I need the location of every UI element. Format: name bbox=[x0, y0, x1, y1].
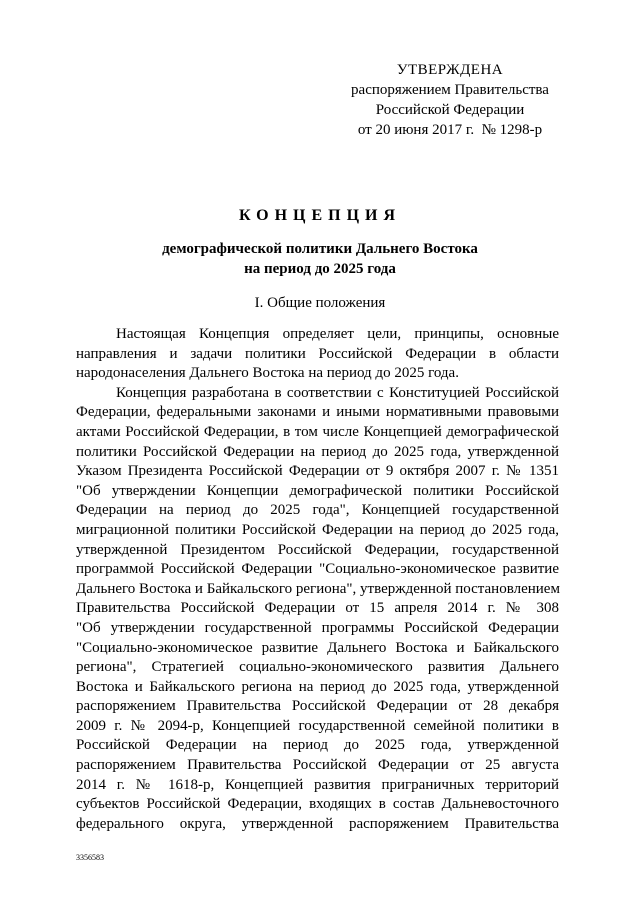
title-subtitle-line: демографической политики Дальнего Востока bbox=[162, 241, 478, 257]
text-line: распоряжением Правительства Российской Федерации от 25 августа bbox=[76, 757, 559, 774]
text-line: Правительства Российской Федерации от 15 апреля 2014 г. № 308 bbox=[76, 600, 559, 617]
text-line: "Об утверждении Концепции демографической политики Российской bbox=[76, 482, 559, 499]
title-main: КОНЦЕПЦИЯ bbox=[238, 207, 402, 224]
text-line: распоряжением Правительства Российской Федерации от 28 декабря bbox=[76, 698, 559, 715]
section-heading: I. Общие положения bbox=[254, 295, 386, 311]
approval-line: Российской Федерации bbox=[375, 102, 525, 118]
approval-stamp bbox=[300, 60, 600, 140]
document-title bbox=[60, 206, 580, 279]
text-line: Востока и Байкальского региона на период до 2025 года, утвержденной bbox=[76, 678, 559, 695]
text-line: Российской Федерации на период до 2025 года, утвержденной bbox=[76, 737, 559, 754]
text-line: Концепция разработана в соответствии с Конституцией Российской bbox=[116, 384, 559, 401]
document-code: 3356583 bbox=[76, 853, 104, 862]
paragraph bbox=[76, 384, 559, 835]
text-line: 2014 г. № 1618-р, Концепцией развития приграничных территорий bbox=[76, 776, 559, 793]
text-line: политики Российской Федерации на период до 2025 года, утвержденной bbox=[76, 443, 559, 460]
text-line: федерального округа, утвержденной распоряжением Правительства bbox=[76, 815, 559, 832]
paragraph bbox=[76, 325, 559, 384]
text-line: Федерации, федеральными законами и иными нормативными правовыми bbox=[76, 404, 559, 421]
text-line: направления и задачи политики Российской Федерации в области bbox=[76, 345, 559, 362]
text-line: субъектов Российской Федерации, входящих в состав Дальневосточного bbox=[76, 796, 559, 813]
text-line: утвержденной Президентом Российской Федерации, государственной bbox=[76, 541, 559, 558]
text-line: программой Российской Федерации "Социально-экономическое развитие bbox=[76, 561, 559, 578]
text-line: региона", Стратегией социально-экономического развития Дальнего bbox=[76, 659, 559, 676]
approval-line: УТВЕРЖДЕНА bbox=[396, 62, 504, 78]
text-line: "Социально-экономическое развитие Дальнего Востока и Байкальского bbox=[76, 639, 559, 656]
text-line: миграционной политики Российской Федерации на период до 2025 года, bbox=[76, 521, 559, 538]
text-line: Указом Президента Российской Федерации от 9 октября 2007 г. № 1351 bbox=[76, 463, 559, 480]
approval-line: распоряжением Правительства bbox=[351, 82, 549, 98]
approval-line: от 20 июня 2017 г. № 1298-р bbox=[357, 122, 543, 138]
text-line: Федерации на период до 2025 года", Концепцией государственной bbox=[76, 502, 559, 519]
text-line: народонаселения Дальнего Востока на период до 2025 года. bbox=[76, 365, 459, 382]
text-line: Настоящая Концепция определяет цели, принципы, основные bbox=[116, 326, 559, 342]
text-line: 2009 г. № 2094-р, Концепцией государственной семейной политики в bbox=[76, 717, 559, 734]
text-line: Дальнего Востока и Байкальского региона", утвержденной постановлением bbox=[76, 580, 560, 597]
title-subtitle-line: на период до 2025 года bbox=[244, 261, 396, 277]
text-line: актами Российской Федерации, в том числе Концепцией демографической bbox=[76, 423, 559, 440]
text-line: "Об утверждении государственной программы Российской Федерации bbox=[76, 619, 559, 636]
body-text bbox=[76, 325, 559, 834]
